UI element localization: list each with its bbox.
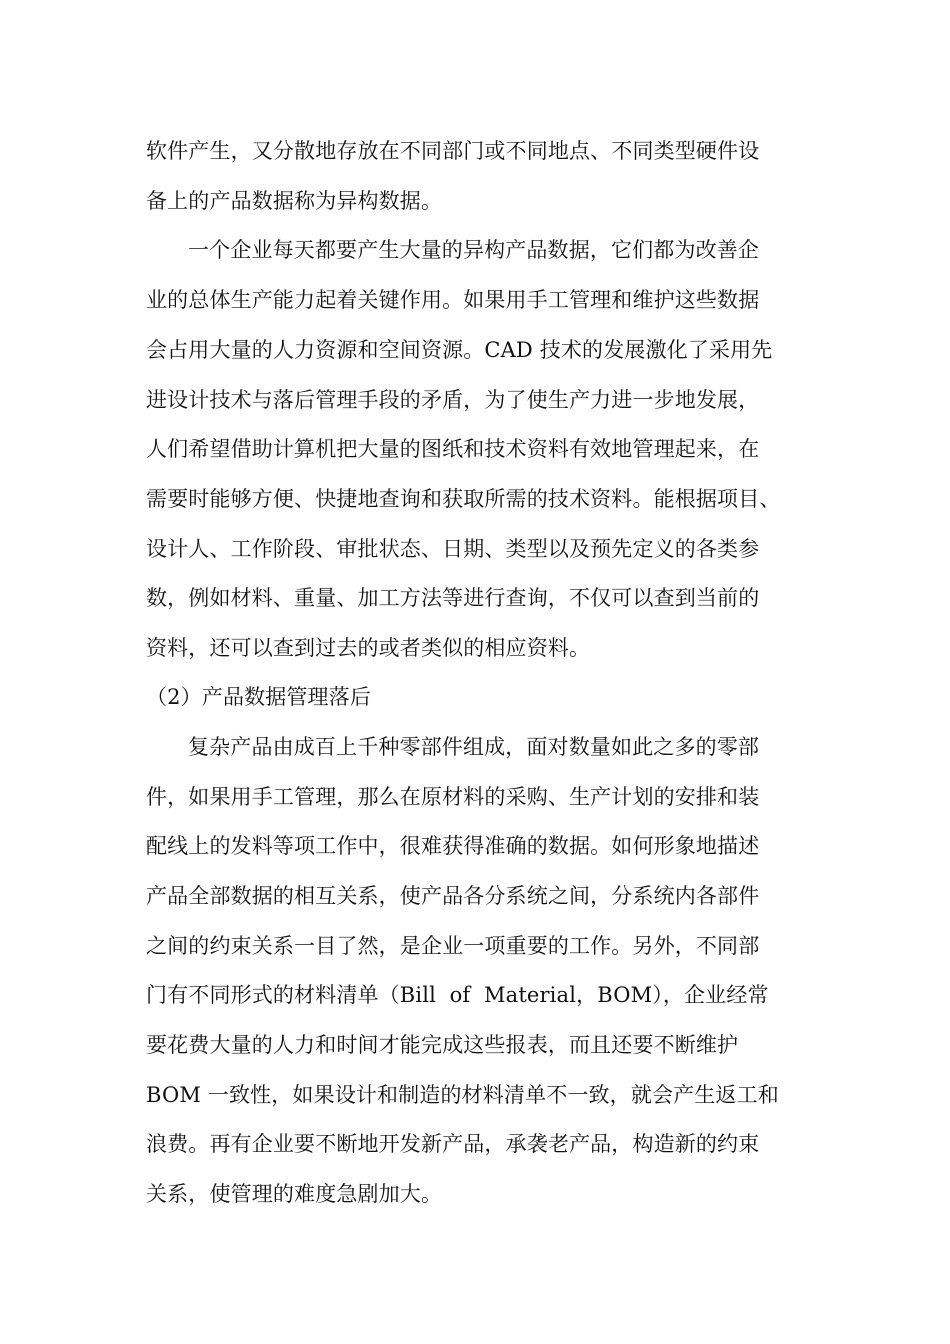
text-line: 要花费大量的人力和时间才能完成这些报表，而且还要不断维护 [146, 1033, 739, 1057]
paragraph-start-line: 一个企业每天都要产生大量的异构产品数据，它们都为改善企 [188, 238, 760, 262]
text-line: 配线上的发料等项工作中，很难获得准确的数据。如何形象地描述 [146, 834, 760, 858]
text-line: BOM 一致性，如果设计和制造的材料清单不一致，就会产生返工和 [146, 1083, 779, 1107]
text-line: 设计人、工作阶段、审批状态、日期、类型以及预先定义的各类参 [146, 537, 760, 561]
text-line: 浪费。再有企业要不断地开发新产品，承袭老产品，构造新的约束 [146, 1132, 760, 1156]
text-line: 会占用大量的人力资源和空间资源。CAD 技术的发展激化了采用先 [146, 338, 773, 362]
text-line: 进设计技术与落后管理手段的矛盾，为了使生产力进一步地发展， [146, 388, 760, 412]
text-line: 之间的约束关系一目了然，是企业一项重要的工作。另外，不同部 [146, 934, 760, 958]
text-line: 需要时能够方便、快捷地查询和获取所需的技术资料。能根据项目、 [146, 487, 781, 511]
text-line: 业的总体生产能力起着关键作用。如果用手工管理和维护这些数据 [146, 288, 760, 312]
paragraph-start-line: 复杂产品由成百上千种零部件组成，面对数量如此之多的零部 [188, 735, 760, 759]
text-line: 资料，还可以查到过去的或者类似的相应资料。 [146, 636, 591, 660]
text-line: 门有不同形式的材料清单（Bill of Material，BOM），企业经常 [146, 983, 769, 1007]
text-line: 数，例如材料、重量、加工方法等进行查询，不仅可以查到当前的 [146, 586, 760, 610]
text-line: 件，如果用手工管理，那么在原材料的采购、生产计划的安排和装 [146, 785, 760, 809]
text-line: 人们希望借助计算机把大量的图纸和技术资料有效地管理起来，在 [146, 437, 760, 461]
section-heading: （2）产品数据管理落后 [146, 685, 372, 709]
text-line: 软件产生，又分散地存放在不同部门或不同地点、不同类型硬件设 [146, 139, 760, 163]
text-line: 产品全部数据的相互关系，使产品各分系统之间，分系统内各部件 [146, 884, 760, 908]
text-line: 关系，使管理的难度急剧加大。 [146, 1182, 443, 1206]
text-line: 备上的产品数据称为异构数据。 [146, 189, 443, 213]
